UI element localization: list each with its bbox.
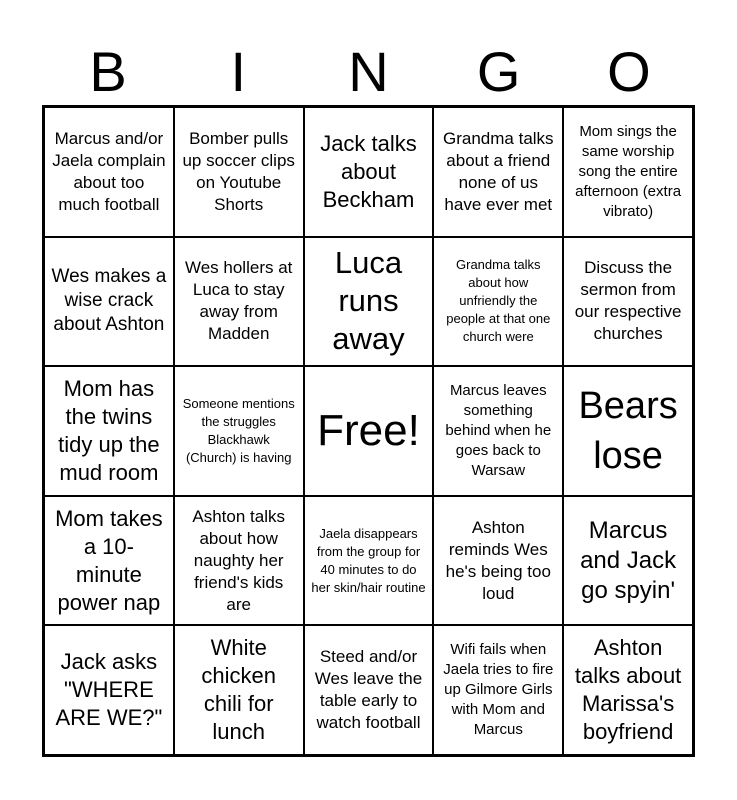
header-letter-b: B xyxy=(89,40,127,103)
cell-text: Wes makes a wise crack about Ashton xyxy=(51,266,167,336)
bingo-cell-r5c1[interactable] xyxy=(43,624,175,756)
bingo-cell-r2c1[interactable] xyxy=(43,236,175,368)
cell-text: Bomber pulls up soccer clips on Youtube Shorts xyxy=(182,128,295,214)
bingo-header xyxy=(43,38,694,106)
cell-text: Grandma talks about a friend none of us have ever met xyxy=(443,128,554,214)
bingo-cell-r1c1[interactable] xyxy=(43,106,175,238)
bingo-cell-r2c5[interactable] xyxy=(562,236,694,368)
header-letter-i: I xyxy=(230,40,247,103)
cell-text: Wes hollers at Luca to stay away from Madden xyxy=(184,258,293,344)
cell-text: Ashton talks about how naughty her friend's kids are xyxy=(192,506,285,614)
cell-text: Marcus and/or Jaela complain about too much football xyxy=(52,128,166,214)
cell-text: Grandma talks about how unfriendly the people at that one church were xyxy=(446,257,551,345)
cell-text: Someone mentions the struggles Blackhawk (Church) is having xyxy=(182,395,295,465)
bingo-cell-r4c5[interactable] xyxy=(562,495,694,627)
cell-text: Jack asks "WHERE ARE WE?" xyxy=(55,649,163,731)
bingo-cell-free[interactable] xyxy=(303,365,435,497)
bingo-cell-r3c4[interactable] xyxy=(432,365,564,497)
bingo-cell-r3c1[interactable] xyxy=(43,365,175,497)
cell-text: Luca runs away xyxy=(332,245,405,357)
bingo-cell-r5c4[interactable] xyxy=(432,624,564,756)
bingo-cell-r3c5[interactable] xyxy=(562,365,694,497)
cell-text: Free! xyxy=(317,405,420,455)
bingo-cell-r1c3[interactable] xyxy=(303,106,435,238)
cell-text: Mom sings the same worship song the entire afternoon (extra vibrato) xyxy=(575,122,682,220)
header-letter-o: O xyxy=(607,40,651,103)
cell-text: Discuss the sermon from our respective churches xyxy=(574,258,682,344)
cell-text: Jaela disappears from the group for 40 minutes to do her skin/hair routine xyxy=(311,525,426,595)
bingo-cell-r1c4[interactable] xyxy=(432,106,564,238)
header-letter-g: G xyxy=(476,40,521,103)
bingo-cell-r1c5[interactable] xyxy=(562,106,694,238)
bingo-cell-r5c3[interactable] xyxy=(303,624,435,756)
bingo-cell-r4c1[interactable] xyxy=(43,495,175,627)
cell-text: Steed and/or Wes leave the table early to watch football xyxy=(314,647,423,733)
header-letter-n: N xyxy=(348,40,389,103)
bingo-cell-r4c3[interactable] xyxy=(303,495,435,627)
bingo-cell-r5c5[interactable] xyxy=(562,624,694,756)
cell-text: Marcus and Jack go spyin' xyxy=(580,516,677,604)
cell-text: Marcus leaves something behind when he goes back to Warsaw xyxy=(445,381,552,479)
cell-text: White chicken chili for lunch xyxy=(201,635,276,745)
bingo-cell-r1c2[interactable] xyxy=(173,106,305,238)
bingo-cell-r4c2[interactable] xyxy=(173,495,305,627)
bingo-cell-r2c2[interactable] xyxy=(173,236,305,368)
cell-text: Mom takes a 10-minute power nap xyxy=(55,505,163,615)
cell-text: Mom has the twins tidy up the mud room xyxy=(58,375,160,485)
cell-text: Ashton talks about Marissa's boyfriend xyxy=(574,635,682,745)
bingo-cell-r4c4[interactable] xyxy=(432,495,564,627)
bingo-cell-r2c3[interactable] xyxy=(303,236,435,368)
cell-text: Ashton reminds Wes he's being too loud xyxy=(445,517,551,603)
bingo-cell-r3c2[interactable] xyxy=(173,365,305,497)
cell-text: Wifi fails when Jaela tries to fire up Gilmore Girls with Mom and Marcus xyxy=(443,641,554,739)
cell-text: Jack talks about Beckham xyxy=(320,130,417,212)
cell-text: Bears lose xyxy=(578,384,678,477)
bingo-cell-r5c2[interactable] xyxy=(173,624,305,756)
bingo-grid xyxy=(42,105,695,757)
bingo-cell-r2c4[interactable] xyxy=(432,236,564,368)
